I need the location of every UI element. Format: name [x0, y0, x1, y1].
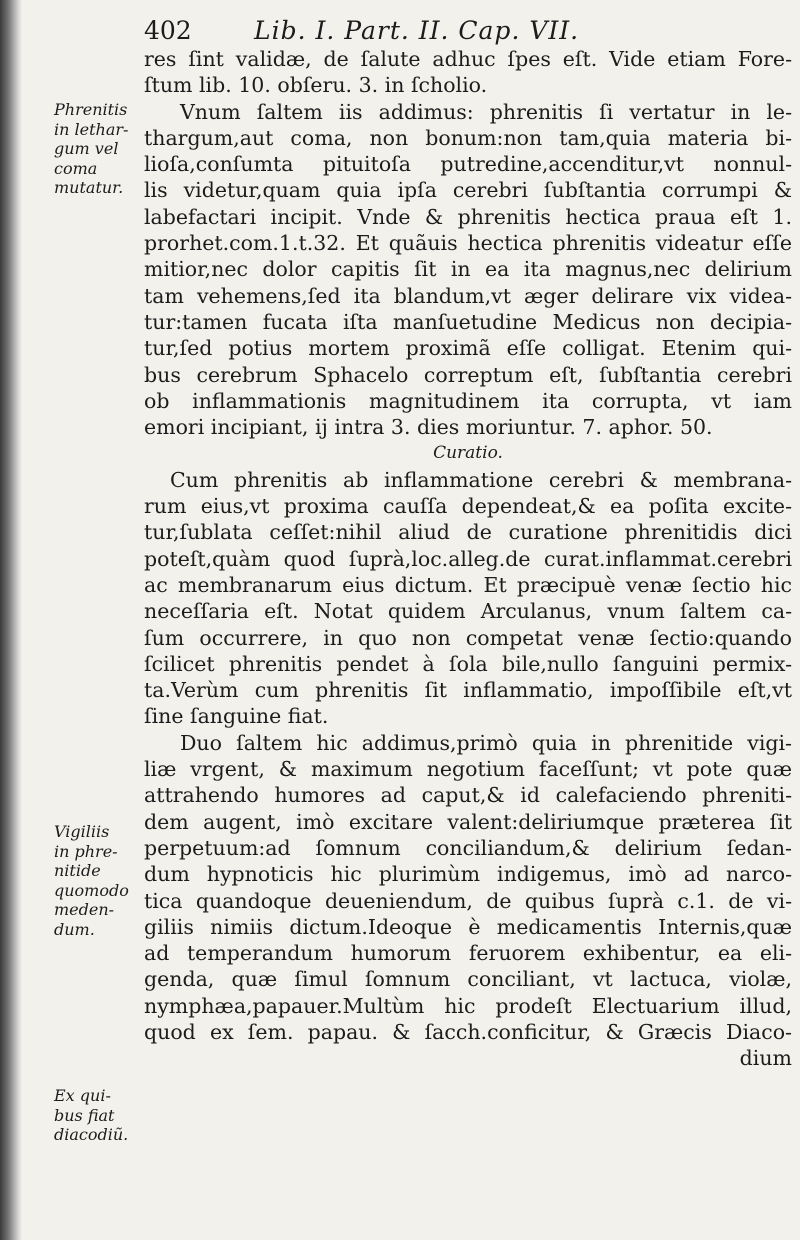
text-line: poteſt,quàm quod ſuprà,loc.alleg.de curat.inflammat.cerebri — [144, 546, 792, 571]
text-line: ſum occurrere, in quo non competat venæ ſectio:quando — [144, 625, 792, 650]
text-line: prorhet.com.1.t.32. Et quãuis hectica phrenitis videatur eſſe — [144, 231, 792, 256]
margin-note-line: mutatur. — [54, 178, 124, 197]
margin-note-line: Vigiliis — [54, 822, 110, 841]
text-line: lioſa,conſumta pituitoſa putredine,accenditur,vt nonnul- — [144, 152, 792, 177]
book-page — [22, 0, 800, 1240]
margin-note-line: dum. — [54, 919, 95, 939]
text-line: Duo ſaltem hic addimus,primò quia in phrenitide vigi- — [180, 730, 792, 755]
text-line: ta.Verùm cum phrenitis ſit inflammatio, impoſſibile eſt,vt — [144, 678, 792, 703]
text-line: ſcilicet phrenitis pendet à ſola bile,nullo ſanguini permix- — [144, 651, 792, 676]
text-line: tica quandoque deueniendum, de quibus ſuprà c.1. de vi- — [144, 888, 792, 913]
text-line: mitior,nec dolor capitis ſit in ea ita magnus,nec delirium — [144, 257, 792, 282]
text-line: tam vehemens,ſed ita blandum,vt æger delirare vix videa- — [144, 283, 792, 308]
text-line: res ſint validæ, de ſalute adhuc ſpes eſt. Vide etiam Fore- — [144, 47, 792, 71]
text-line: attrahendo humores ad caput,& id calefaciendo phreniti- — [144, 783, 792, 808]
catchword: dium — [739, 1046, 792, 1071]
text-line: nymphæa,papauer.Multùm hic prodeſt Electuarium illud, — [144, 993, 792, 1018]
text-line: Cum phrenitis ab inflammatione cerebri & membrana- — [170, 467, 792, 492]
margin-note-line: in lethar- — [54, 119, 129, 139]
text-line: emori incipiant, ij intra 3. dies moriuntur. 7. aphor. 50. — [144, 415, 713, 440]
text-line: tur:tamen fucata iſta manſuetudine Medicus non decipia- — [144, 309, 792, 334]
text-line: giliis nimiis dictum.Ideoque è medicamentis Internis,quæ — [144, 914, 792, 939]
book-spine-shadow — [0, 0, 22, 1240]
text-line: tur,ſublata ceſſet:nihil aliud de curatione phrenitidis dici — [144, 520, 792, 545]
margin-note-line: nitide — [54, 861, 101, 880]
running-title: Lib. I. Part. II. Cap. VII. — [254, 16, 580, 45]
text-line: perpetuum:ad ſomnum conciliandum,& delirium ſedan- — [144, 835, 792, 860]
text-line: rum eius,vt proxima cauſſa dependeat,& ea poſita excite- — [144, 494, 792, 519]
margin-note-line: Phrenitis — [54, 100, 128, 119]
text-line: Vnum ſaltem iis addimus: phrenitis ſi vertatur in le- — [180, 99, 792, 124]
text-line: neceſſaria eſt. Notat quidem Arculanus, vnum ſaltem ca- — [144, 599, 792, 624]
text-line: ſine ſanguine fiat. — [144, 704, 329, 729]
text-line: genda, quæ ſimul ſomnum conciliant, vt lactuca, violæ, — [144, 967, 792, 992]
margin-note-diacodium — [54, 1086, 160, 1145]
margin-note-line: coma — [54, 158, 98, 178]
text-line: ſtum lib. 10. obſeru. 3. in ſcholio. — [144, 73, 488, 98]
margin-note-line: meden- — [54, 900, 115, 919]
page-header — [144, 14, 794, 48]
text-line: ad temperandum humorum feruorem exhibentur, ea eli- — [144, 941, 792, 966]
text-line: dem augent, imò excitare valent:deliriumque præterea ſit — [144, 809, 792, 834]
text-line: lis videtur,quam quia ipſa cerebri ſubſtantia corrumpi & — [144, 178, 792, 203]
text-line: bus cerebrum Sphacelo correptum eſt, ſubſtantia cerebri — [144, 362, 792, 387]
section-heading-curatio: Curatio. — [433, 443, 503, 464]
text-line: tur,ſed potius mortem proximã eſſe colligat. Etenim qui- — [144, 336, 792, 361]
margin-note-line: in phre- — [54, 841, 118, 861]
page-number: 402 — [144, 16, 192, 45]
text-line: thargum,aut coma, non bonum:non tam,quia materia bi- — [144, 125, 792, 150]
margin-note-line: diacodiũ. — [54, 1125, 129, 1144]
text-line: ob inflammationis magnitudinem ita corrupta, vt iam — [144, 388, 792, 413]
text-line: ac membranarum eius dictum. Et præcipuè venæ ſectio hic — [144, 572, 792, 597]
text-line: quod ex ſem. papau. & ſacch.conficitur, & Græcis Diaco- — [144, 1019, 792, 1044]
text-line: dum hypnoticis hic plurimùm indigemus, imò ad narco- — [144, 862, 792, 887]
margin-note-line: Ex qui- — [54, 1086, 111, 1105]
text-line: liæ vrgent, & maximum negotium faceſſunt; vt pote quæ — [144, 757, 792, 782]
margin-note-line: gum vel — [54, 139, 119, 158]
main-text — [144, 46, 792, 1072]
margin-note-line: bus fiat — [54, 1105, 115, 1125]
margin-note-line: quomodo — [54, 880, 129, 900]
text-line: labefactari incipit. Vnde & phrenitis hectica praua eſt 1. — [144, 204, 792, 229]
